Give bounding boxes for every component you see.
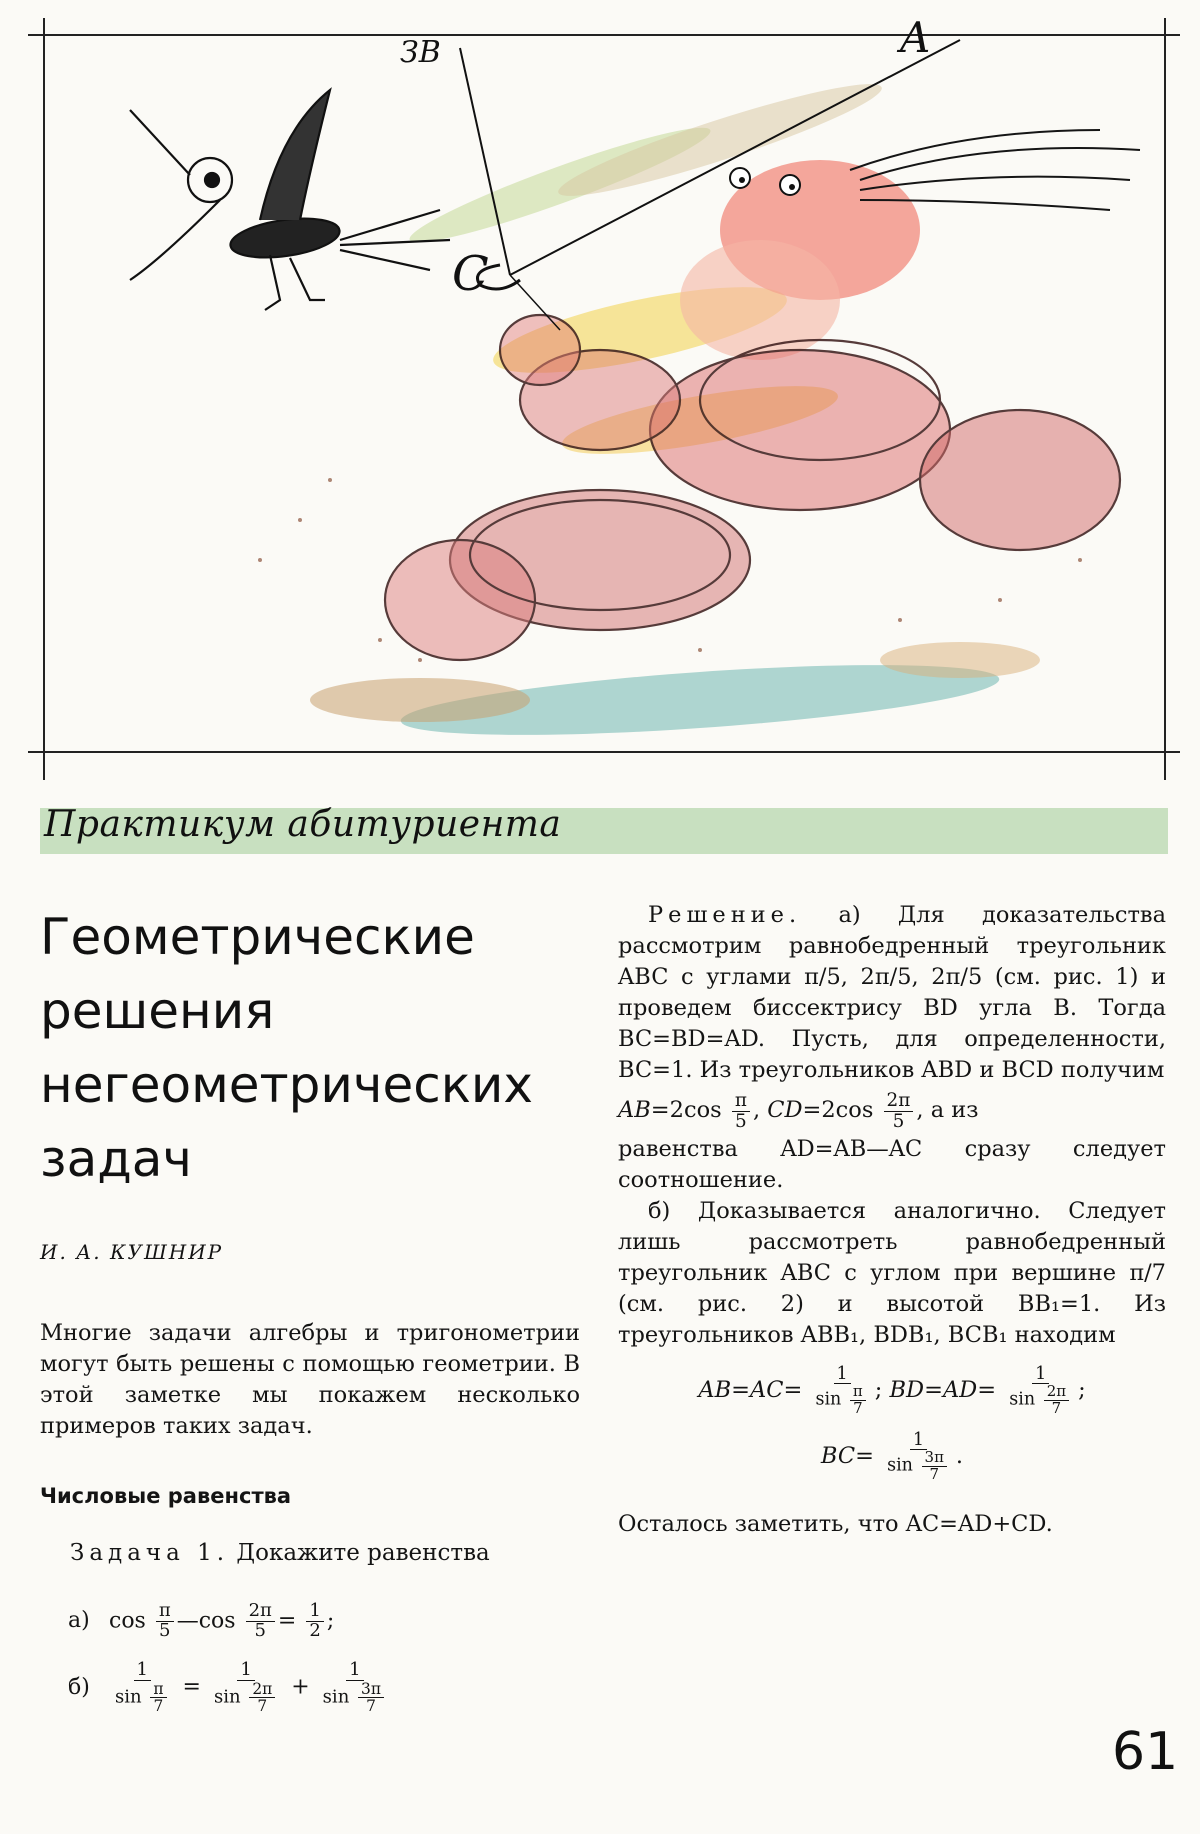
rubric-title: Практикум абитуриента [44,804,562,845]
page-number: 61 [1112,1722,1179,1782]
problem-text: Докажите равенства [236,1540,490,1566]
solution-part-a-text: а) Для доказательства рассмотрим равнобедренный треугольник ABC с углами π/5, 2π/5, 2π/5 (см. рис. 1) и проведем биссектрису BD угла B. Тогда BC=BD=AD. Пусть, для определенности, BC=1. Из треугольников ABD и BCD получим [618,902,1166,1083]
right-column [618,900,1166,1540]
left-column [40,900,580,1714]
intro-paragraph: Многие задачи алгебры и тригонометрии могут быть решены с помощью геометрии. В этой заметке мы покажем несколько примеров таких задач. [40,1320,580,1439]
equation-b: б) 1 sin $\frac{\pi}{7}$ = 1 sin $\frac{2\pi}{7}$ + 1 sin $\frac{3\pi}{7}$ [68,1661,580,1714]
solution-part-a [618,900,1166,1086]
label-top-left: ЗВ [400,35,441,70]
solution-part-a-end: равенства AD=AB—AC сразу следует соотношение. [618,1136,1166,1193]
solution-head: Решение. [648,902,802,928]
solution-equation-1: AB=AC= 1 sin $\frac{\pi}{7}$ ; BD=AD= 1 sin $\frac{2\pi}{7}$ ; [698,1364,1086,1418]
illustration [0,0,1200,790]
article-title: Геометрические решения негеометрических задач [40,908,533,1188]
solution-part-b: б) Доказывается аналогично. Следует лишь рассмотреть равнобедренный треугольник ABC с углом при вершине π/7 (см. рис. 2) и высотой BB₁=1. Из треугольников ABB₁, BDB₁, BCB₁ находим [618,1198,1166,1348]
solution-closing: Осталось заметить, что AC=AD+CD. [618,1510,1053,1537]
solution-equation-2: BC= 1 sin $\frac{3\pi}{7}$ . [820,1429,964,1483]
section-heading: Числовые равенства [40,1484,292,1508]
problem-statement [70,1540,580,1566]
label-top-right: A [900,13,931,62]
kite-runner-drawing [0,0,1200,790]
solution-formula-line: AB=2cos $\frac{\pi}{5}$ , CD=2cos $\frac{2\pi}{5}$ , а из [618,1090,979,1132]
label-left: C [452,246,489,302]
problem-head: Задача 1. [70,1540,230,1566]
equation-a: а) cos $\frac{\pi}{5}$ —cos $\frac{2\pi}{5}$ = $\frac{1}{2}$ ; [68,1600,335,1641]
author: И. А. КУШНИР [40,1240,224,1264]
